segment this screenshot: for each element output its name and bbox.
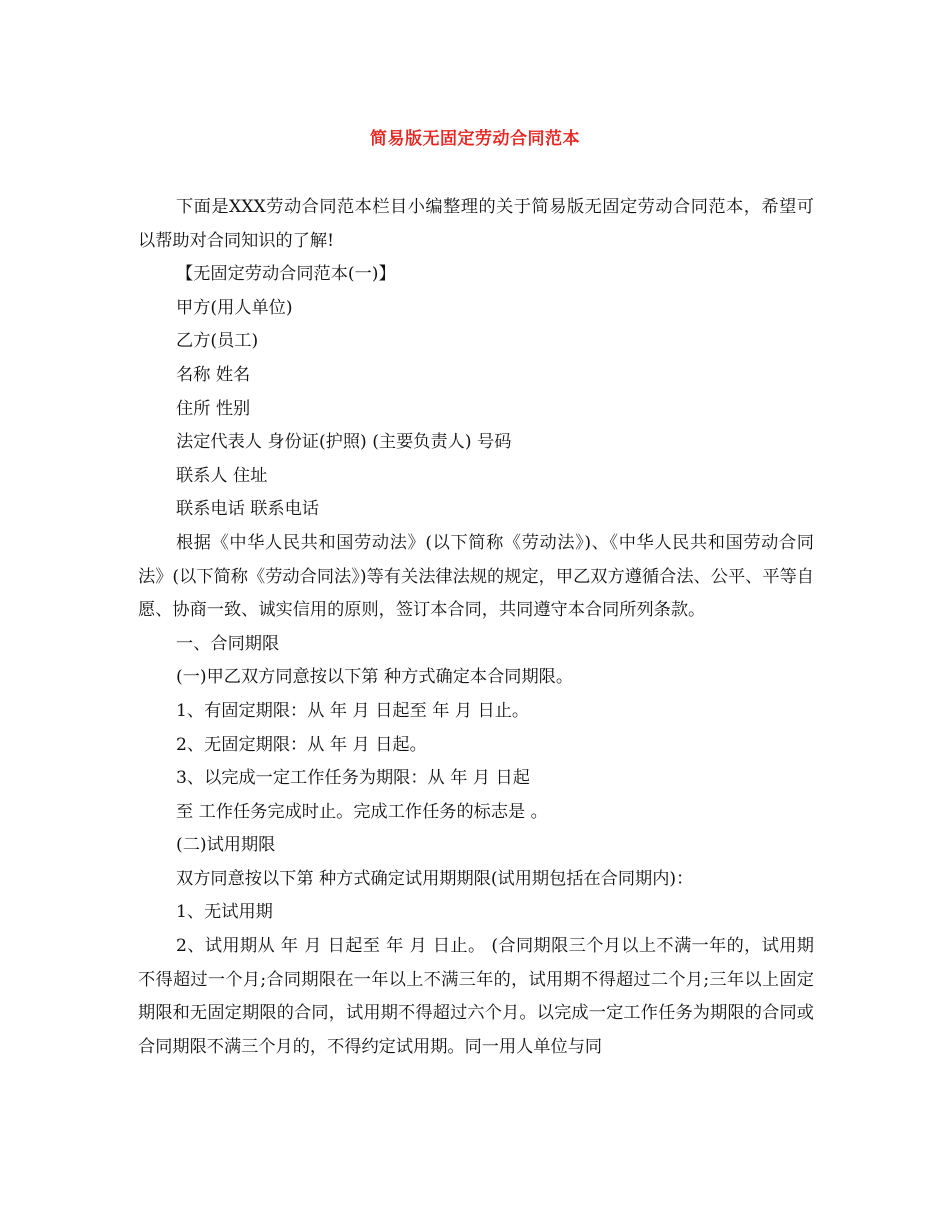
probation-heading: (二)试用期限 [176, 835, 276, 856]
open-term-line: 2、无固定期限：从 年 月 日起。 [176, 734, 427, 755]
legal-basis-paragraph: 根据《中华人民共和国劳动法》(以下简称《劳动法》)、《中华人民共和国劳动合同法》(以下简称《劳动合同法》)等有关法律法规的规定，甲乙双方遵循合法、公平、平等自愿、协商一致、诚实信用的原则，签订本合同，共同遵守本合同所列条款。 [138, 532, 814, 621]
name-line: 名称 姓名 [176, 364, 251, 385]
intro-paragraph: 下面是XXX劳动合同范本栏目小编整理的关于简易版无固定劳动合同范本，希望可以帮助对合同知识的了解! [138, 197, 814, 251]
section-heading: 【无固定劳动合同范本(一)】 [176, 264, 396, 285]
party-a-line: 甲方(用人单位) [176, 297, 293, 318]
task-completion-line: 至 工作任务完成时止。完成工作任务的标志是 。 [176, 801, 548, 822]
document-body [138, 191, 814, 1064]
phone-line: 联系电话 联系电话 [176, 499, 319, 520]
probation-method-line: 双方同意按以下第 种方式确定试用期期限(试用期包括在合同期内)： [176, 868, 694, 889]
contract-term-heading: 一、合同期限 [176, 633, 280, 654]
no-probation-line: 1、无试用期 [176, 902, 273, 923]
document-title: 简易版无固定劳动合同范本 [370, 129, 580, 149]
party-b-line: 乙方(员工) [176, 331, 259, 352]
term-method-line: (一)甲乙双方同意按以下第 种方式确定本合同期限。 [176, 667, 574, 688]
fixed-term-line: 1、有固定期限：从 年 月 日起至 年 月 日止。 [176, 700, 530, 721]
task-term-line: 3、以完成一定工作任务为期限：从 年 月 日起 [176, 768, 530, 789]
probation-period-paragraph: 2、试用期从 年 月 日起至 年 月 日止。 (合同期限三个月以上不满一年的，试用期不得超过一个月;合同期限在一年以上不满三年的，试用期不得超过二个月;三年以上固定期限和无固定期限的合同，试用期不得超过六个月。以完成一定工作任务为期限的合同或合同期限不满三个月的，不得约定试用期。同一用人单位与同 [138, 936, 814, 1057]
contact-line: 联系人 住址 [176, 465, 268, 486]
representative-line: 法定代表人 身份证(护照) (主要负责人) 号码 [176, 432, 512, 453]
address-line: 住所 性别 [176, 398, 251, 419]
